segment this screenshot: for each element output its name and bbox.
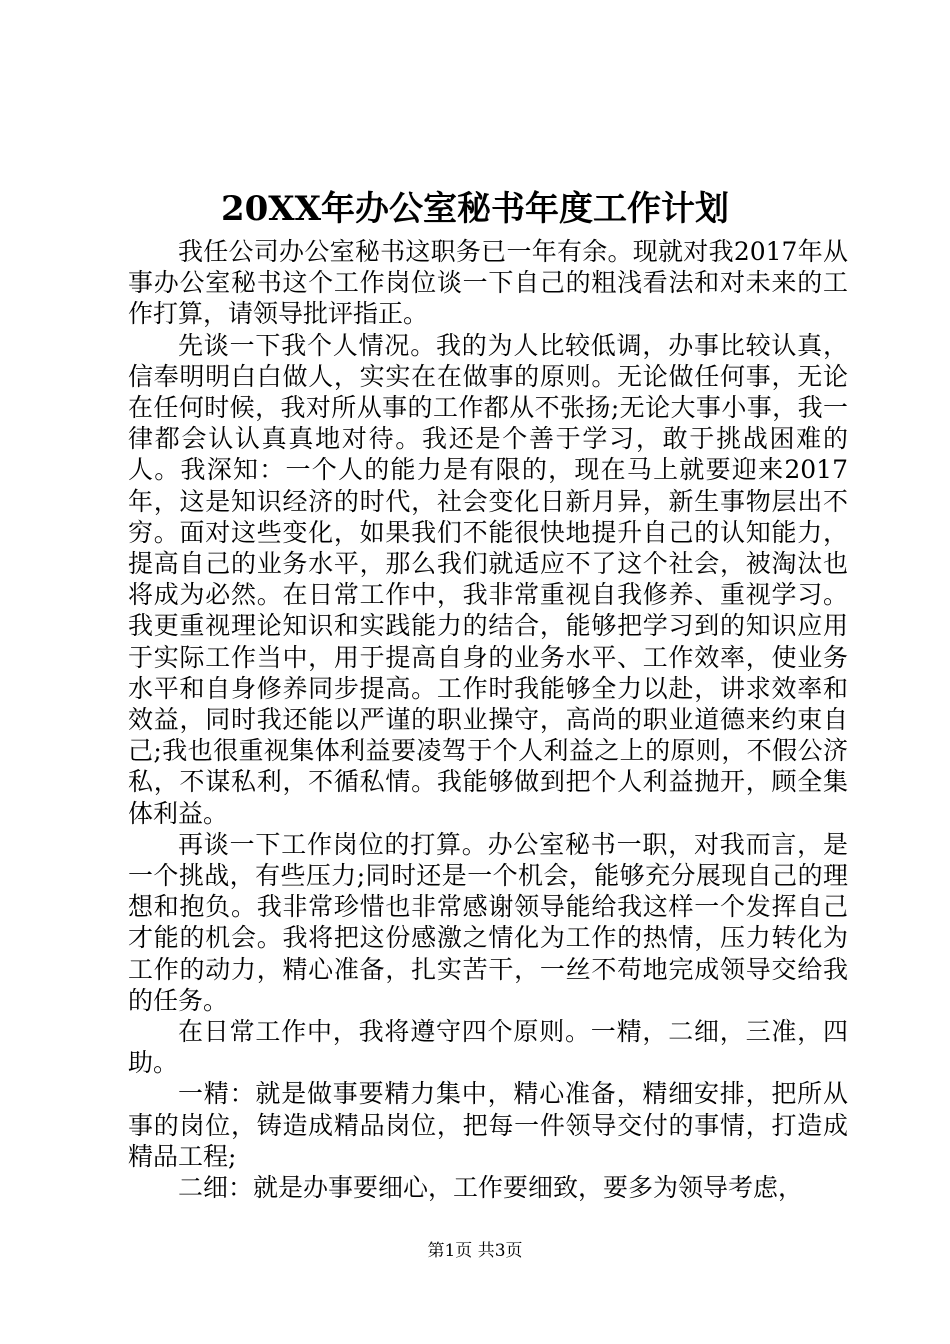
document-body [128, 236, 848, 1203]
paragraph: 我任公司办公室秘书这职务已一年有余。现就对我2017年从事办公室秘书这个工作岗位谈一下自己的粗浅看法和对未来的工作打算，请领导批评指正。 [128, 237, 848, 329]
paragraph: 在日常工作中，我将遵守四个原则。一精，二细，三准，四助。 [128, 1017, 848, 1078]
paragraph: 二细：就是办事要细心，工作要细致，要多为领导考虑， [178, 1173, 804, 1203]
paragraph: 先谈一下我个人情况。我的为人比较低调，办事比较认真，信奉明明白白做人，实实在在做事的原则。无论做任何事，无论在任何时候，我对所从事的工作都从不张扬;无论大事小事，我一律都会认认真真地对待。我还是个善于学习，敢于挑战困难的人。我深知：一个人的能力是有限的，现在马上就要迎来2017年，这是知识经济的时代，社会变化日新月异，新生事物层出不穷。面对这些变化，如果我们不能很快地提升自己的认知能力，提高自己的业务水平，那么我们就适应不了这个社会，被淘汰也将成为必然。在日常工作中，我非常重视自我修养、重视学习。我更重视理论知识和实践能力的结合，能够把学习到的知识应用于实际工作当中，用于提高自身的业务水平、工作效率，使业务水平和自身修养同步提高。工作时我能够全力以赴，讲求效率和效益，同时我还能以严谨的职业操守，高尚的职业道德来约束自己;我也很重视集体利益要凌驾于个人利益之上的原则，不假公济私，不谋私利，不循私情。我能够做到把个人利益抛开，顾全集体利益。 [128, 330, 848, 828]
page-footer: 第1页 共3页 [427, 1241, 523, 1261]
paragraph: 一精：就是做事要精力集中，精心准备，精细安排，把所从事的岗位，铸造成精品岗位，把每一件领导交付的事情，打造成精品工程; [128, 1079, 848, 1171]
document-title: 20XX年办公室秘书年度工作计划 [220, 189, 730, 229]
paragraph: 再谈一下工作岗位的打算。办公室秘书一职，对我而言，是一个挑战，有些压力;同时还是一个机会，能够充分展现自己的理想和抱负。我非常珍惜也非常感谢领导能给我这样一个发挥自己才能的机会。我将把这份感激之情化为工作的热情，压力转化为工作的动力，精心准备，扎实苦干，一丝不苟地完成领导交给我的任务。 [128, 829, 848, 1015]
